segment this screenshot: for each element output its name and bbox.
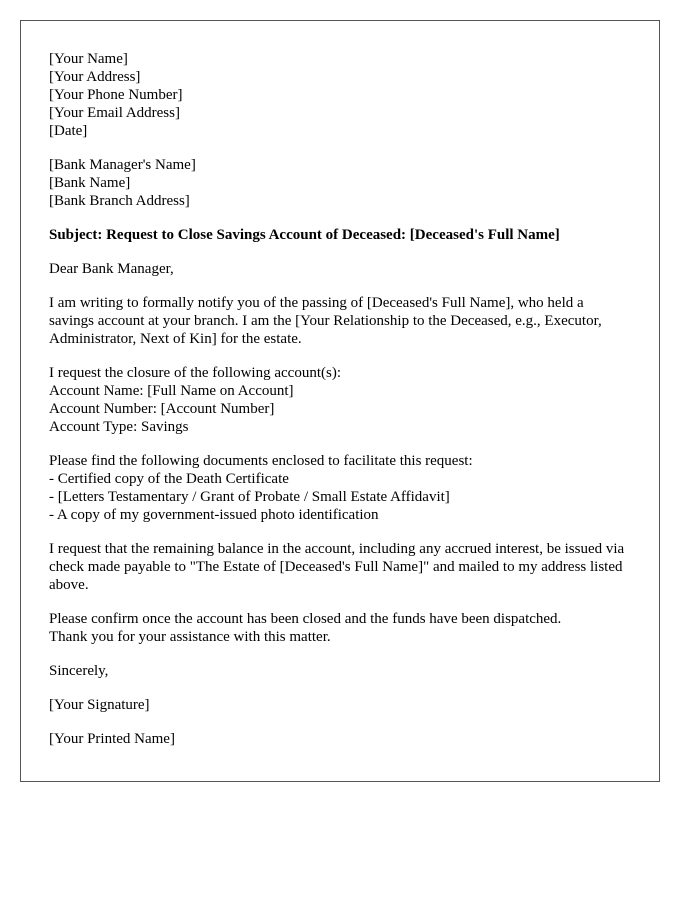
account-type: Account Type: Savings [49, 419, 189, 435]
closing-line-2: Thank you for your assistance with this matter. [49, 629, 331, 645]
subject-line: Subject: Request to Close Savings Account of Deceased: [Deceased's Full Name] [49, 227, 560, 243]
account-name: Account Name: [Full Name on Account] [49, 383, 294, 399]
account-intro: I request the closure of the following account(s): [49, 365, 341, 381]
enclosed-documents [49, 452, 631, 524]
printed-name-placeholder: [Your Printed Name] [49, 731, 175, 747]
account-details [49, 364, 631, 436]
recipient-branch-address: [Bank Branch Address] [49, 193, 190, 209]
sender-email: [Your Email Address] [49, 105, 180, 121]
sender-address: [Your Address] [49, 69, 141, 85]
closing-line-1: Please confirm once the account has been closed and the funds have been dispatched. [49, 611, 562, 627]
closing-paragraph [49, 610, 631, 646]
sender-info [49, 50, 631, 140]
salutation: Dear Bank Manager, [49, 261, 174, 277]
recipient-manager-name: [Bank Manager's Name] [49, 157, 196, 173]
sender-phone: [Your Phone Number] [49, 87, 183, 103]
recipient-info [49, 156, 631, 210]
letter-document [20, 20, 660, 782]
signature-placeholder: [Your Signature] [49, 697, 150, 713]
account-number: Account Number: [Account Number] [49, 401, 275, 417]
balance-paragraph: I request that the remaining balance in the account, including any accrued interest, be issued via check made payable to "The Estate of [Deceased's Full Name]" and mailed to my address listed above. [49, 541, 625, 593]
letter-date: [Date] [49, 123, 88, 139]
list-item: - [Letters Testamentary / Grant of Probate / Small Estate Affidavit] [49, 489, 450, 505]
documents-intro: Please find the following documents enclosed to facilitate this request: [49, 453, 473, 469]
list-item: - A copy of my government-issued photo identification [49, 507, 379, 523]
intro-paragraph: I am writing to formally notify you of the passing of [Deceased's Full Name], who held a savings account at your branch. I am the [Your Relationship to the Deceased, e.g., Executor, Administrator, Next of Kin] for the estate. [49, 295, 602, 347]
sender-name: [Your Name] [49, 51, 128, 67]
list-item: - Certified copy of the Death Certificate [49, 471, 289, 487]
valediction: Sincerely, [49, 663, 109, 679]
recipient-bank-name: [Bank Name] [49, 175, 131, 191]
